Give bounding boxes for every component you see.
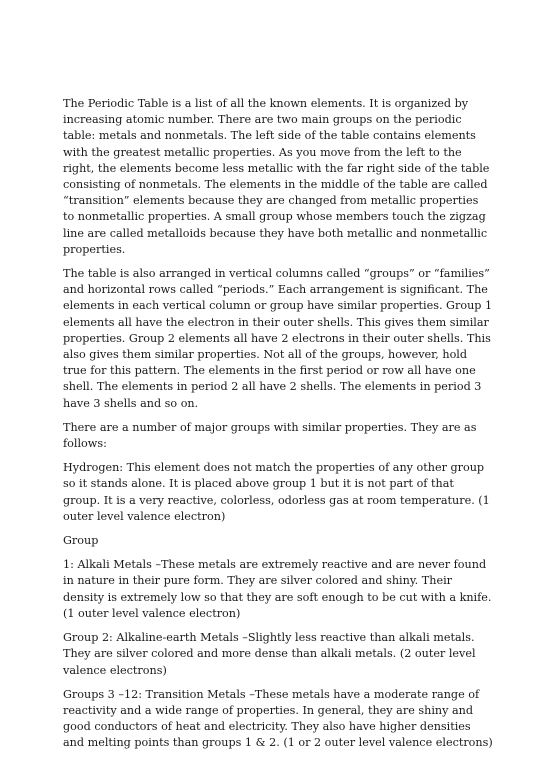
paragraph-transition-metals: Groups 3 –12: Transition Metals –These metals have a moderate range of reactivity and a wide range of properties. In general, they are shiny and good conductors of heat and electricity. They also have higher densities and melting points than groups 1 & 2. (1 or 2 outer level valence electrons) [63, 687, 493, 750]
paragraph-periodic-table-intro: The Periodic Table is a list of all the known elements. It is organized by increasing atomic number. There are two main groups on the periodic table: metals and nonmetals. The left side of the table contains elements with the greatest metallic properties. As you move from the left to the right, the elements become less metallic with the far right side of the table consisting of nonmetals. The elements in the middle of the table are called “transition” elements because they are changed from metallic properties to nonmetallic properties. A small group whose members touch the zigzag line are called metalloids because they have both metallic and nonmetallic properties. [63, 97, 490, 256]
paragraph-groups-and-periods: The table is also arranged in vertical columns called “groups” or “families” and horizontal rows called “periods.” Each arrangement is significant. The elements in each vertical column or group have similar properties. Group 1 elements all have the electron in their outer shells. This gives them similar properties. Group 2 elements all have 2 electrons in their outer shells. This also gives them similar properties. Not all of the groups, however, hold true for this pattern. The elements in the first period or row all have one shell. The elements in period 2 all have 2 shells. The elements in period 3 have 3 shells and so on. [63, 267, 493, 410]
paragraph-alkali-metals: 1: Alkali Metals –These metals are extremely reactive and are never found in nature in their pure form. They are silver colored and shiny. Their density is extremely low so that they are soft enough to be cut with a knife. (1 outer level valence electron) [63, 558, 492, 620]
paragraph-major-groups-intro: There are a number of major groups with similar properties. They are as follows: [63, 420, 477, 451]
document-page [63, 96, 493, 760]
paragraph-alkaline-earth-metals: Group 2: Alkaline-earth Metals –Slightly less reactive than alkali metals. They are silver colored and more dense than alkali metals. (2 outer level valence electrons) [63, 631, 476, 677]
paragraph-hydrogen: Hydrogen: This element does not match the properties of any other group so it stands alone. It is placed above group 1 but it is not part of that group. It is a very reactive, colorless, odorless gas at room temperature. (1 outer level valence electron) [63, 461, 490, 523]
paragraph-group-heading: Group [63, 534, 99, 548]
